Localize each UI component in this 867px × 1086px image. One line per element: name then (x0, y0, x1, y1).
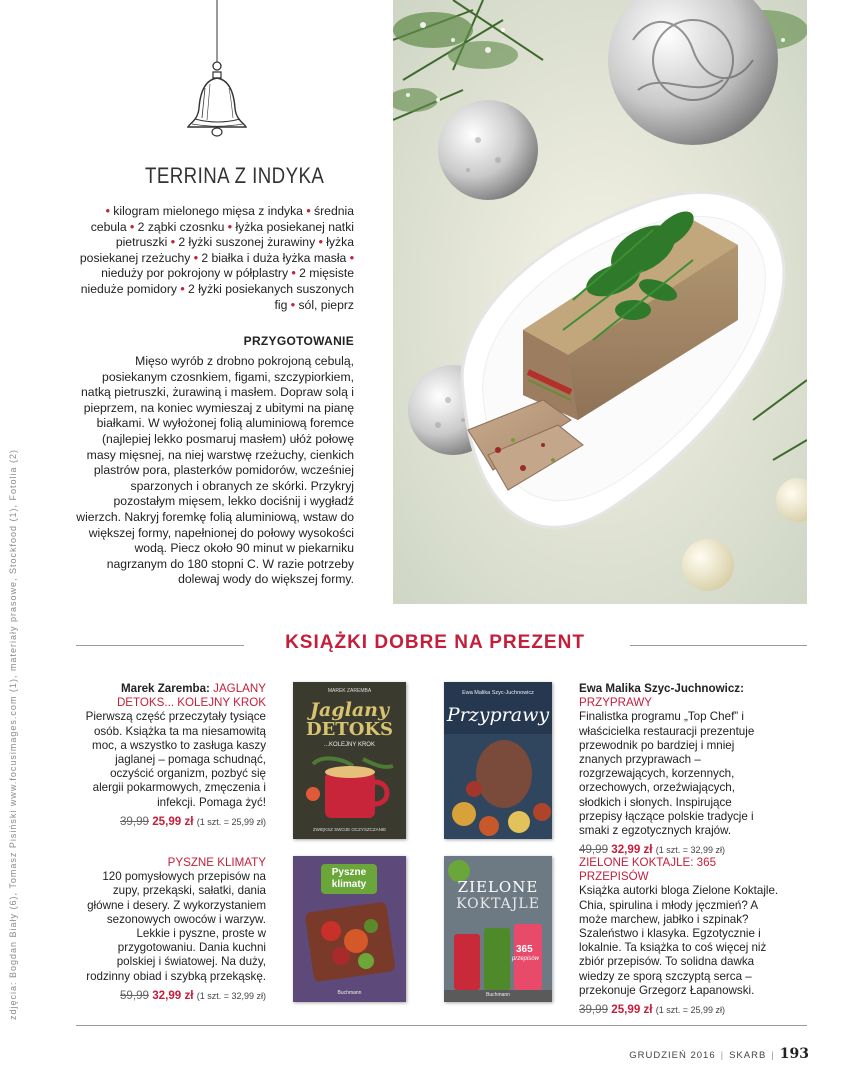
cover-title-line1: Pyszne (331, 867, 367, 878)
new-price: 32,99 zł (152, 988, 194, 1002)
ingredient-item: łyżka posiekanej rzeżuchy (79, 235, 354, 265)
book-description: Pierwszą część przeczytały tysiące osób. Książka ta ma niesamowitą moc, a wszystko to zasługa kaszy jaglanej – pomaga schudnąć, oczyścić organizm, pozbyć się alergii pokarmowych, zmęczenia i infekcji. Pomaga żyć! (85, 710, 266, 809)
book-price (579, 1003, 779, 1017)
book-title: JAGLANY DETOKS... KOLEJNY KROK (116, 682, 266, 710)
ingredient-bullet: • (291, 266, 300, 281)
unit-price: (1 szt. = 25,99 zł) (655, 1005, 726, 1016)
book-cover-zielone-koktajle (444, 856, 552, 1002)
ingredient-bullet: • (290, 297, 299, 312)
book-title: PRZYPRAWY (579, 696, 653, 710)
ingredient-item: łyżka posiekanej natki pietruszki (115, 219, 354, 250)
books-section-title: KSIĄŻKI DOBRE NA PREZENT (285, 632, 585, 653)
unit-price: (1 szt. = 32,99 zł) (196, 990, 266, 1001)
preparation-heading: PRZYGOTOWANIE (243, 334, 354, 348)
ingredient-bullet: • (170, 235, 179, 250)
ingredient-bullet: • (180, 281, 189, 296)
section-divider-left (76, 645, 244, 646)
photo-credit-text: zdjęcia: Bogdan Biały (6), Tomasz Pisiński www.focusimages.com (1), materiały prasowe, Stockfood (1), Fotolia (2) (8, 448, 18, 1020)
book-zielone-koktajle-info (579, 856, 779, 1017)
book-cover-jaglany (293, 682, 406, 839)
old-price: 49,99 (579, 843, 609, 857)
old-price: 59,99 (119, 988, 149, 1002)
ingredient-item: średnia cebula (90, 204, 354, 234)
footer-divider (76, 1025, 807, 1026)
ingredient-bullet: • (130, 219, 138, 234)
ingredient-bullet: • (227, 219, 236, 234)
cover-title: Przyprawy (446, 704, 550, 726)
cover-badge-number: 365 (516, 944, 533, 955)
terrine-illustration (393, 0, 807, 604)
cover-title-line2: DETOKS (305, 719, 394, 740)
book-description: Książka autorki bloga Zielone Koktajle. Chia, spirulina i młody jęczmień? A może marchew, jabłko i szpinak? Szaleństwo i klasyka. Egzotycznie i lokalnie. Ta książka to coś więcej niż zbiór przepisów. To solidna dawka wiedzy ze sporą szczyptą serca – przekonuje Grzegorz Łapanowski. (579, 884, 779, 997)
book-cover-przyprawy (444, 682, 552, 839)
ingredient-item: 2 białka i duża łyżka masła (201, 250, 350, 265)
cover-author: MAREK ZAREMBA (327, 688, 372, 694)
book-description: 120 pomysłowych przepisów na zupy, przekąski, sałatki, dania główne i desery. Z wykorzystaniem sezonowych owoców i warzyw. Lekkie i pyszne, proste w przygotowaniu. Dania kuchni polskiej i światowej. Na duży, rodzinny obiad i szybką przekąskę. (86, 870, 266, 983)
unit-price: (1 szt. = 25,99 zł) (196, 816, 266, 827)
old-price: 39,99 (579, 1003, 609, 1017)
terrine-photo (393, 0, 807, 604)
ingredient-bullet: • (349, 250, 354, 265)
ingredient-bullet: • (193, 250, 202, 265)
ingredient-item: 2 ząbki czosnku (137, 219, 228, 234)
cover-title-line2: klimaty (331, 879, 367, 890)
footer-month: GRUDZIEŃ 2016 (629, 1050, 716, 1061)
book-price (76, 815, 266, 829)
cover-subtitle: ...KOLEJNY KROK (324, 742, 375, 748)
cover-spices-illustration (444, 734, 552, 839)
photo-credit (8, 250, 30, 1020)
cover-title-line1: ZIELONE (457, 878, 539, 896)
book-cover-pyszne-klimaty (293, 856, 406, 1002)
cover-title-line1: Jaglany (310, 699, 389, 721)
new-price: 32,99 zł (611, 843, 653, 857)
cover-author: Ewa Malika Szyc-Juchnowicz (462, 690, 534, 696)
ingredient-item: sól, pieprz (298, 297, 354, 312)
book-przyprawy-info (579, 682, 769, 857)
ingredient-bullet: • (105, 204, 114, 218)
cover-dish-illustration (301, 901, 398, 986)
page-number: 193 (779, 1046, 809, 1062)
ingredient-item: nieduży por pokrojony w półplastry (101, 266, 292, 281)
ingredient-item: kilogram mielonego mięsa z indyka (113, 204, 307, 218)
book-author: Ewa Malika Szyc-Juchnowicz: (579, 682, 744, 695)
ingredient-item: 2 łyżki suszonej żurawiny (178, 235, 319, 250)
ingredient-bullet: • (306, 204, 315, 218)
footer-separator: | (771, 1050, 775, 1061)
cover-title-box (321, 864, 377, 894)
bell-ornament-icon (180, 0, 260, 140)
cover-footer: Buchmann (486, 992, 510, 998)
ingredient-item: 2 łyżki posiekanych suszonych fig (188, 281, 354, 312)
book-jaglany-info (76, 682, 266, 829)
cover-badge-label: przepisów (512, 956, 540, 962)
footer-magazine: SKARB (729, 1050, 767, 1061)
new-price: 25,99 zł (611, 1003, 653, 1017)
cover-footer: Buchmann (337, 990, 362, 996)
cover-title-line2: KOKTAJLE (456, 896, 540, 912)
book-author: Marek Zaremba: (120, 682, 210, 695)
ingredients-list (76, 204, 354, 313)
book-pyszne-klimaty-info (76, 856, 266, 1003)
cover-mug-illustration (303, 754, 396, 824)
old-price: 39,99 (119, 814, 149, 828)
book-title: ZIELONE KOKTAJLE: 365 PRZEPISÓW (579, 856, 717, 884)
new-price: 25,99 zł (152, 814, 194, 828)
unit-price: (1 szt. = 32,99 zł) (655, 845, 726, 856)
recipe-title: TERRINA Z INDYKA (145, 163, 325, 188)
section-divider-right (630, 645, 807, 646)
book-price (76, 989, 266, 1003)
book-description: Finalistka programu „Top Chef” i właścicielka restauracji prezentuje przewodnik po bardziej i mniej znanych przyprawach – rozgrzewających, korzennych, orzechowych, orzeźwiających, słodkich i słonych. Inspirujące przepisy łączące polskie tradycje i smaki z egzotycznych krajów. (579, 710, 755, 838)
preparation-text: Mięso wyrób z drobno pokrojoną cebulą, posiekanym czosnkiem, figami, szczypiorkiem, natką pietruszki, żurawiną i masłem. Dopraw solą i pieprzem, na koniec wymieszaj z ubitymi na pianę białkami. W wyłożonej folią aluminiową foremce (najlepiej lekko posmaruj masłem) ułóż połowę masy mięsnej, na niej warstwę rzeżuchy, cienkich plastrów pora, plasterków pomidorów, wcześniej sparzonych i obranych ze skórki. Przykryj pozostałym mięsem, lekko dociśnij i wygładź wierzch. Nakryj foremkę folią aluminiową, wstaw do większej formy, napełnionej do połowy wysokości wodą. Piecz około 90 minut w piekarniku nagrzanym do 180 stopni C. W razie potrzeby dolewaj wody do większej formy. (76, 354, 354, 587)
page-footer (629, 1046, 809, 1062)
cover-footer: ZWIĘKSZ SWOJE OCZYSZCZANIE (312, 827, 387, 832)
ingredient-item: 2 mięsiste nieduże pomidory (80, 266, 354, 296)
ingredient-bullet: • (318, 235, 327, 250)
footer-separator: | (720, 1050, 725, 1061)
book-title: PYSZNE KLIMATY (167, 856, 266, 869)
